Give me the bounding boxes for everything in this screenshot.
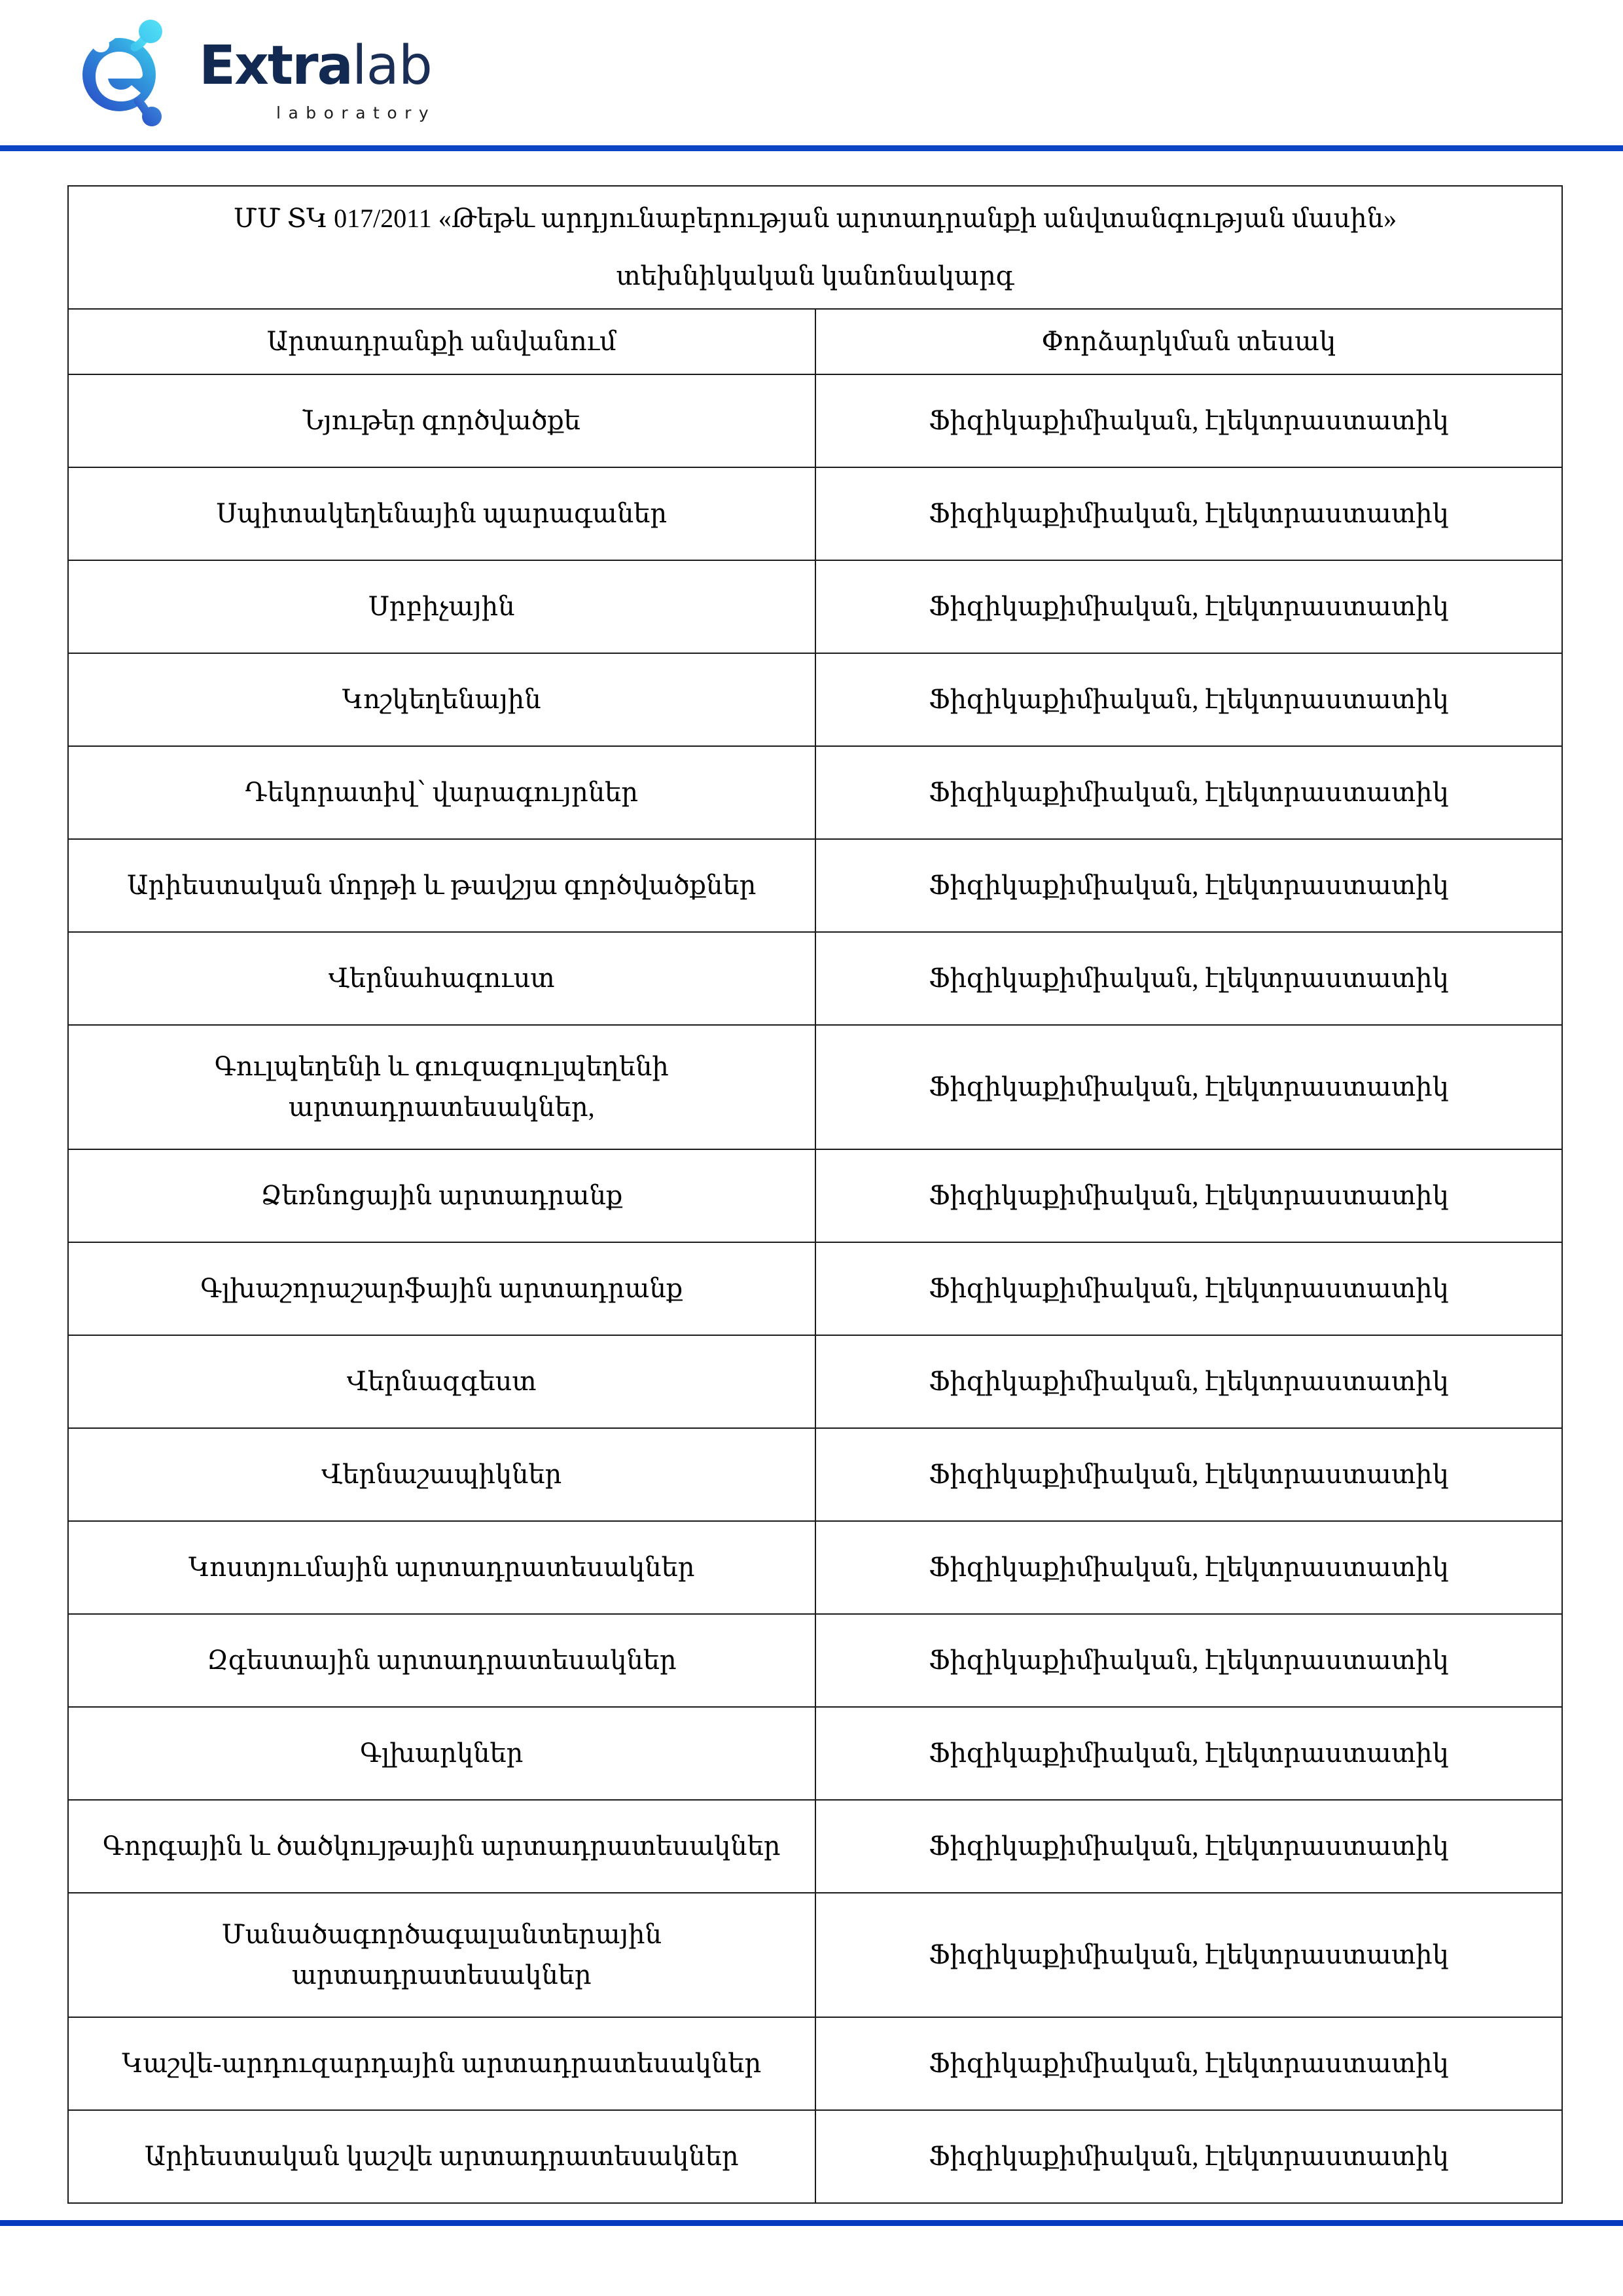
table-row [68,467,1562,560]
brand-logo [72,18,436,128]
table-row [68,1707,1562,1800]
cell-test-type: Ֆիզիկաքիմիական, էլեկտրաստատիկ [815,1242,1563,1335]
table-title-row [68,186,1562,309]
table-row [68,2110,1562,2203]
table-row [68,746,1562,839]
cell-product-name: Սպիտակեղենային պարագաներ [68,467,815,560]
extralab-e-node-logo-icon [72,18,182,128]
regulation-table-container [67,185,1563,2204]
cell-product-name: Նյութեր գործվածքե [68,374,815,467]
table-row [68,1893,1562,2017]
cell-test-type: Ֆիզիկաքիմիական, էլեկտրաստատիկ [815,1707,1563,1800]
table-row [68,1800,1562,1893]
cell-test-type: Ֆիզիկաքիմիական, էլեկտրաստատիկ [815,1428,1563,1521]
table-row [68,374,1562,467]
cell-test-type: Ֆիզիկաքիմիական, էլեկտրաստատիկ [815,653,1563,746]
cell-test-type: Ֆիզիկաքիմիական, էլեկտրաստատիկ [815,1335,1563,1428]
cell-product-name: Կոշկեղենային [68,653,815,746]
cell-test-type: Ֆիզիկաքիմիական, էլեկտրաստատիկ [815,1800,1563,1893]
cell-product-name: Արիեստական կաշվե արտադրատեսակներ [68,2110,815,2203]
cell-product-name: Վերնաշապիկներ [68,1428,815,1521]
table-row [68,932,1562,1025]
cell-test-type: Ֆիզիկաքիմիական, էլեկտրաստատիկ [815,932,1563,1025]
cell-product-name: Գուլպեղենի և գուզագուլպեղենի արտադրատեսակներ, [68,1025,815,1149]
cell-test-type: Ֆիզիկաքիմիական, էլեկտրաստատիկ [815,2017,1563,2110]
regulation-table-body [68,186,1562,2203]
cell-test-type: Ֆիզիկաքիմիական, էլեկտրաստատիկ [815,1149,1563,1242]
cell-test-type: Ֆիզիկաքիմիական, էլեկտրաստատիկ [815,1521,1563,1614]
document-title-line-2: տեխնիկական կանոնակարգ [616,261,1014,291]
cell-product-name: Դեկորատիվ՝ վարագույրներ [68,746,815,839]
regulation-table [67,185,1563,2204]
cell-product-name: Կաշվե-արդուզարդային արտադրատեսակներ [68,2017,815,2110]
cell-test-type: Ֆիզիկաքիմիական, էլեկտրաստատիկ [815,1614,1563,1707]
table-row [68,839,1562,932]
cell-product-name: Գորգային և ծածկույթային արտադրատեսակներ [68,1800,815,1893]
cell-test-type: Ֆիզիկաքիմիական, էլեկտրաստատիկ [815,1025,1563,1149]
cell-product-name: Սրբիչային [68,560,815,653]
table-row [68,560,1562,653]
cell-product-name: Գլխաշորաշարֆային արտադրանք [68,1242,815,1335]
logo-word-lab: lab [351,34,432,97]
cell-product-name: Մանածագործագալանտերային արտադրատեսակներ [68,1893,815,2017]
cell-test-type: Ֆիզիկաքիմիական, էլեկտրաստատիկ [815,467,1563,560]
page-header [0,0,1623,149]
cell-test-type: Ֆիզիկաքիմիական, էլեկտրաստատիկ [815,1893,1563,2017]
table-row [68,1149,1562,1242]
cell-product-name: Գլխարկներ [68,1707,815,1800]
table-row [68,1242,1562,1335]
column-header-product-name: Արտադրանքի անվանում [68,309,815,374]
cell-product-name: Կոստյումային արտադրատեսակներ [68,1521,815,1614]
column-header-test-type: Փորձարկման տեսակ [815,309,1563,374]
cell-test-type: Ֆիզիկաքիմիական, էլեկտրաստատիկ [815,374,1563,467]
table-row [68,1025,1562,1149]
table-row [68,2017,1562,2110]
cell-test-type: Ֆիզիկաքիմիական, էլեկտրաստատիկ [815,560,1563,653]
cell-test-type: Ֆիզիկաքիմիական, էլեկտրաստատիկ [815,2110,1563,2203]
cell-product-name: Վերնազգեստ [68,1335,815,1428]
table-row [68,1614,1562,1707]
footer-divider-rule [0,2220,1623,2226]
cell-test-type: Ֆիզիկաքիմիական, էլեկտրաստատիկ [815,839,1563,932]
table-row [68,1428,1562,1521]
document-title-line-1: ՄՄ ՏԿ 017/2011 «Թեթև արդյունաբերության արտադրանքի անվտանգության մասին» [233,204,1397,233]
table-row [68,1335,1562,1428]
table-row [68,1521,1562,1614]
cell-product-name: Ձեռնոցային արտադրանք [68,1149,815,1242]
cell-test-type: Ֆիզիկաքիմիական, էլեկտրաստատիկ [815,746,1563,839]
cell-product-name: Զգեստային արտադրատեսակներ [68,1614,815,1707]
cell-product-name: Վերնահագուստ [68,932,815,1025]
document-title-cell [68,186,1562,309]
cell-product-name: Արիեստական մորթի և թավշյա գործվածքներ [68,839,815,932]
header-divider-rule [0,145,1623,151]
table-header-row [68,309,1562,374]
logo-word-extra: Extra [199,34,352,97]
logo-wordmark [199,25,436,122]
table-row [68,653,1562,746]
logo-tagline: laboratory [276,103,437,122]
